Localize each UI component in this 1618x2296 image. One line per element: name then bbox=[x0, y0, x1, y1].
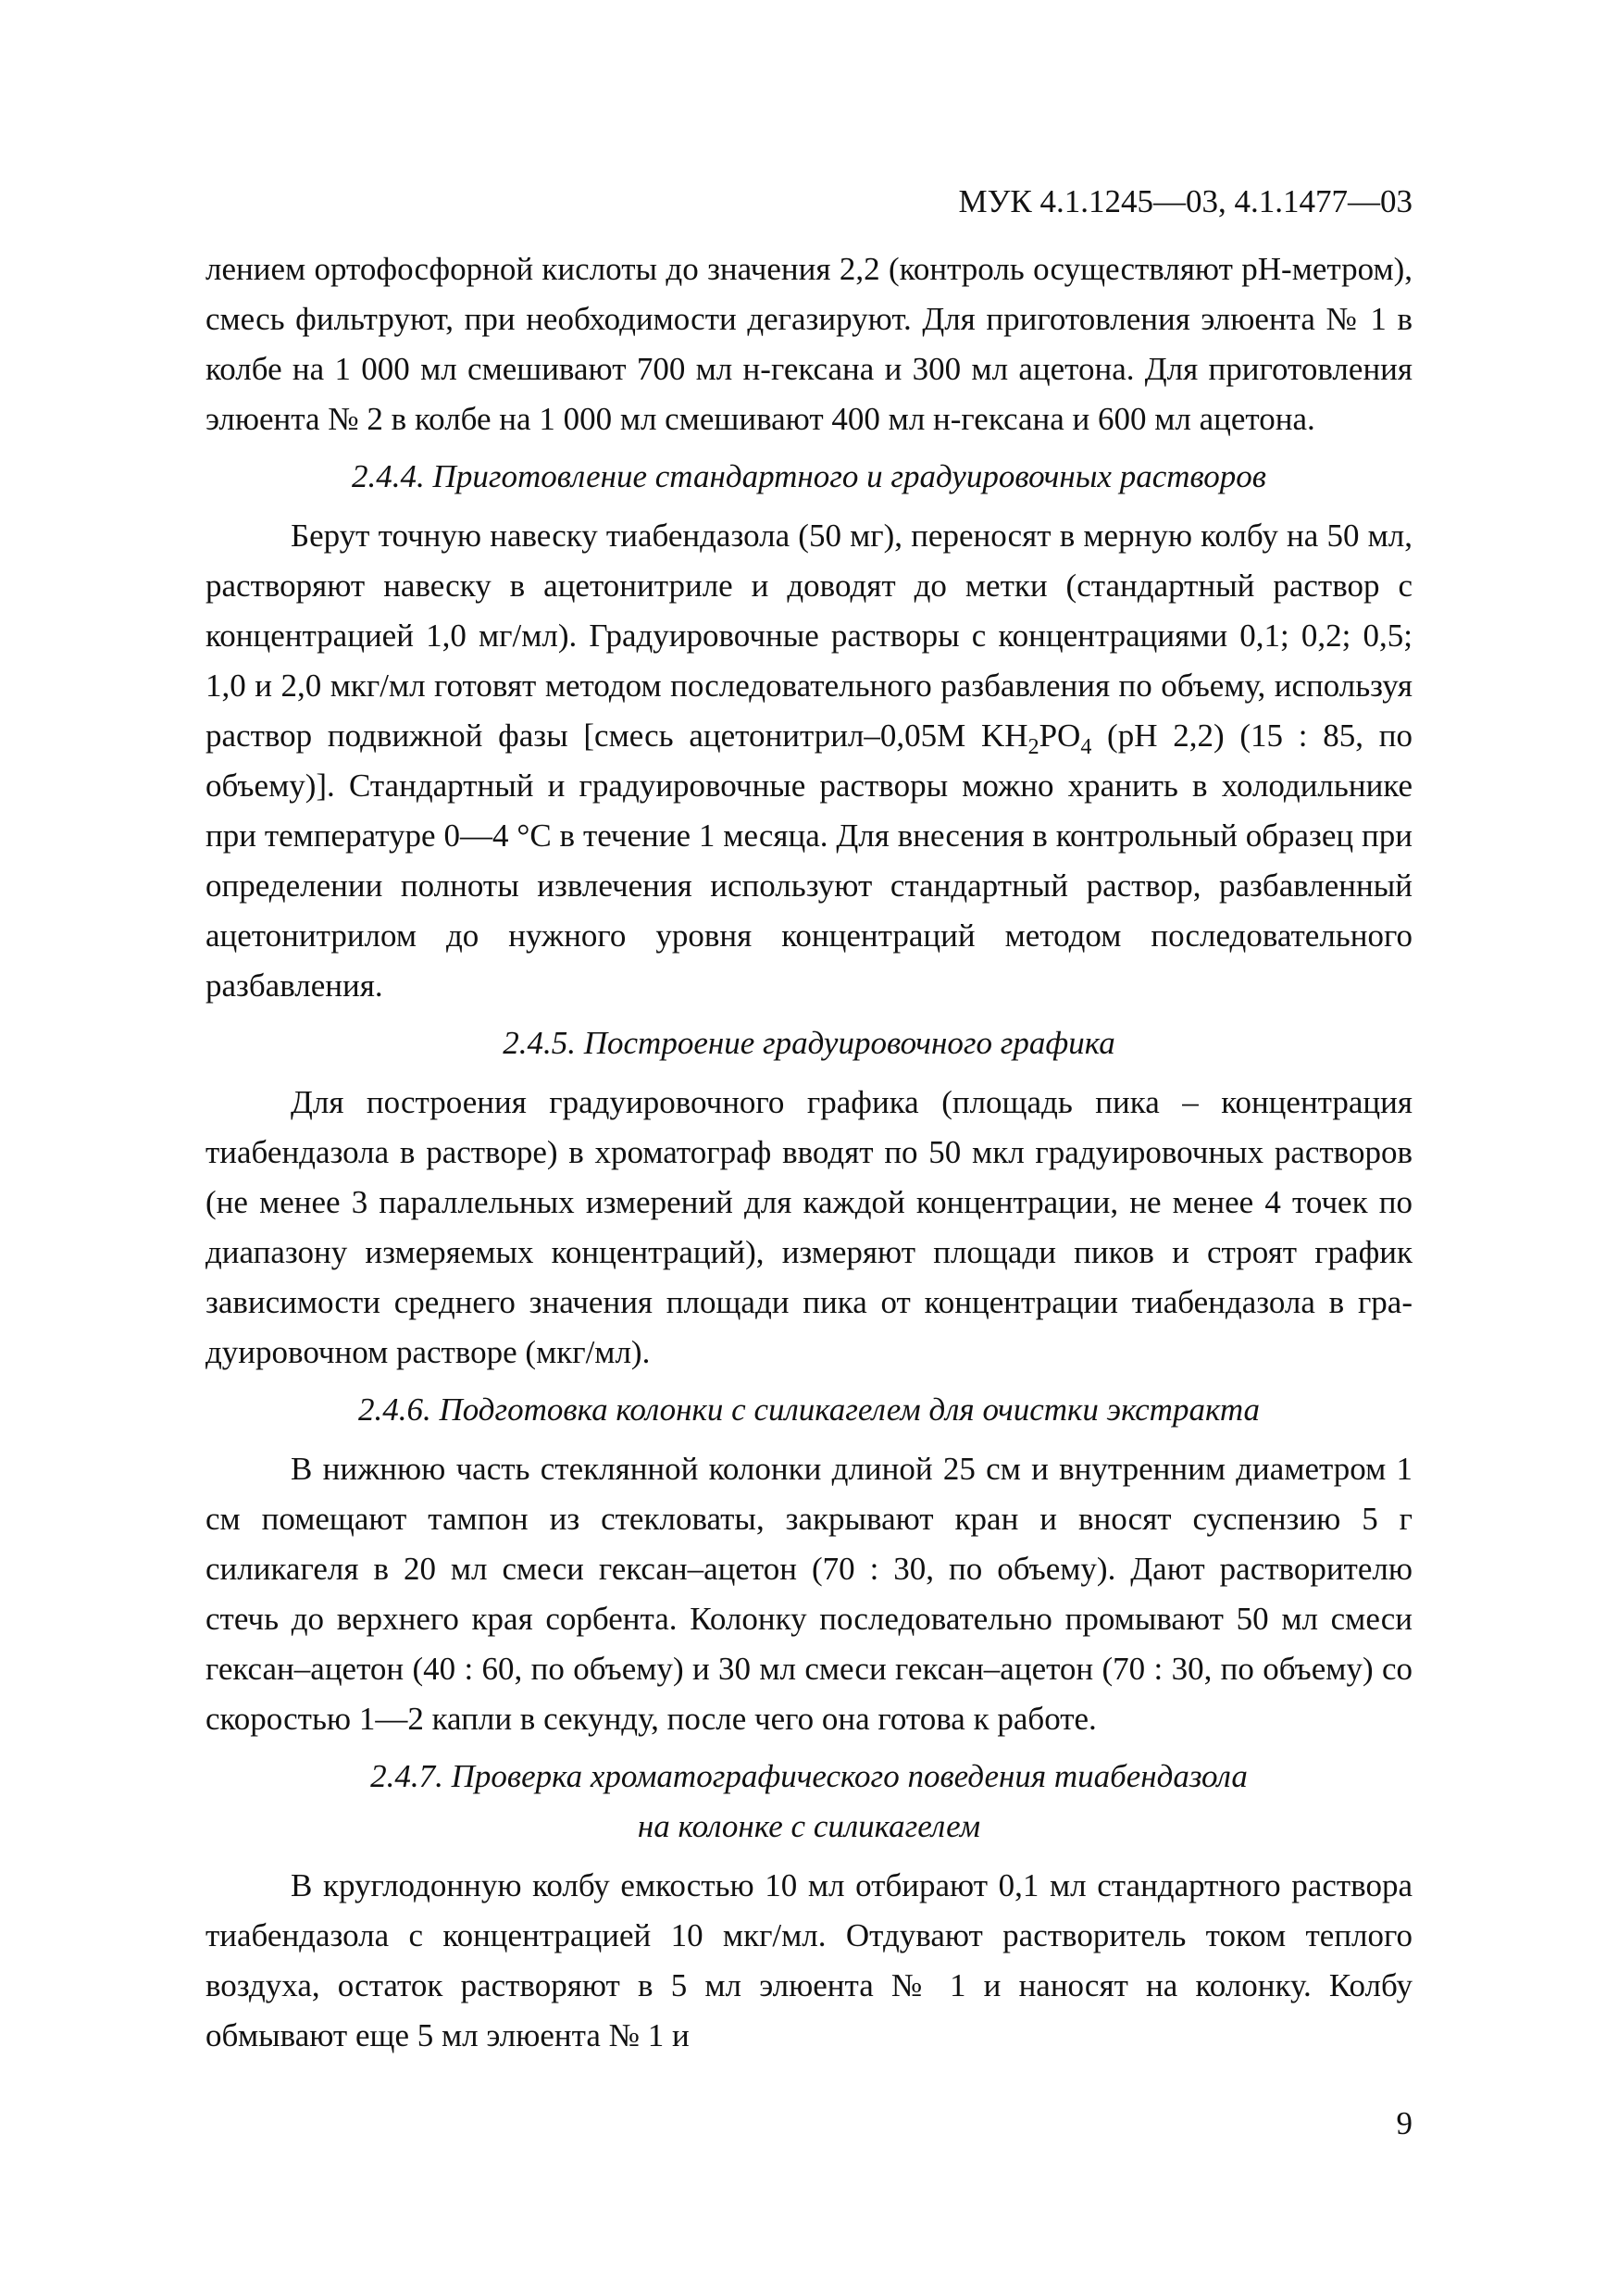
paragraph-2-4-5: Для построения градуировочного графика (площадь пика – концентрация тиабендазола в растворе) в хроматограф вводят по 50 мкл градуировочных растворов (не менее 3 параллельных измерений для каждой концентрации, не менее 4 точек по диапазону измеряемых концентраций), измеряют площади пиков и строят график зависимости среднего значения площади пика от концентрации тиабендазола в градуировочном растворе (мкг/мл). bbox=[205, 1084, 1413, 1370]
section-heading-2-4-7-line-2: на колонке с силикагелем bbox=[637, 1808, 981, 1844]
paragraph-2-4-6: В нижнюю часть стеклянной колонки длиной 25 см и внутренним диаметром 1 см помещают тампон из стекловаты, закрывают кран и вносят суспензию 5 г силикагеля в 20 мл смеси гексан–ацетон (70 : 30, по объему). Дают растворителю стечь до верхнего края сорбента. Колонку последовательно промывают 50 мл смеси гексан–ацетон (40 : 60, по объему) и 30 мл смеси гексан–ацетон (70 : 30, по объему) со скоростью 1—2 капли в секунду, после чего она готова к работе. bbox=[205, 1451, 1413, 1737]
section-heading-2-4-7-line-1: 2.4.7. Проверка хроматографического поведения тиабендазола bbox=[370, 1758, 1248, 1794]
paragraph-2-4-4-part-a: Берут точную навеску тиабендазола (50 мг), переносят в мерную колбу на 50 мл, растворяют навеску в ацетонитриле и доводят до метки (стандартный раствор с концентрацией 1,0 мг/мл). Градуировочные растворы с концентрациями 0,1; 0,2; 0,5; 1,0 и 2,0 мкг/мл готовят методом последовательного разбавления по объему, используя раствор подвижной фазы [смесь ацетонитрил–0,05M KH bbox=[205, 518, 1413, 754]
document-code-header: МУК 4.1.1245—03, 4.1.1477—03 bbox=[958, 183, 1413, 219]
section-heading-2-4-4: 2.4.4. Приготовление стандартного и градуировочных растворов bbox=[352, 458, 1266, 494]
paragraph-2-4-4 bbox=[205, 511, 1413, 1011]
section-heading-2-4-7 bbox=[205, 1752, 1413, 1852]
paragraph-2-4-7: В круглодонную колбу емкостью 10 мл отбирают 0,1 мл стандартного раствора тиабендазола с концентрацией 10 мкг/мл. Отдувают растворитель током теплого воздуха, остаток растворяют в 5 мл элюента № 1 и наносят на колонку. Колбу обмывают еще 5 мл элюента № 1 и bbox=[205, 1867, 1413, 2053]
paragraph-2-4-4-part-b: PO bbox=[1039, 718, 1081, 754]
paragraph-continuation: лением ортофосфорной кислоты до значения 2,2 (контроль осуществляют pH-метром), смесь фильтруют, при необходимости дегазируют. Для приготовления элюента № 1 в колбе на 1 000 мл смешивают 700 мл н-гексана и 300 мл ацетона. Для приготовления элюента № 2 в колбе на 1 000 мл смешивают 400 мл н-гексана и 600 мл ацетона. bbox=[205, 251, 1413, 437]
paragraph-2-4-4-part-c: (pH 2,2) (15 : 85, по объему)]. Стандартный и градуировочные растворы можно хранить в холодильнике при температуре 0—4 °С в течение 1 месяца. Для внесения в контрольный образец при определении полноты извлечения используют стандартный раствор, разбавленный ацетонитрилом до нужного уровня концентраций методом последовательного разбавления. bbox=[205, 718, 1413, 1004]
subscript-4: 4 bbox=[1080, 735, 1092, 759]
section-heading-2-4-6: 2.4.6. Подготовка колонки с силикагелем для очистки экстракта bbox=[357, 1391, 1261, 1428]
page-content bbox=[205, 244, 1413, 2061]
page-number: 9 bbox=[1396, 2105, 1413, 2141]
section-heading-2-4-5: 2.4.5. Построение градуировочного графика bbox=[503, 1025, 1115, 1061]
subscript-2: 2 bbox=[1027, 735, 1039, 759]
